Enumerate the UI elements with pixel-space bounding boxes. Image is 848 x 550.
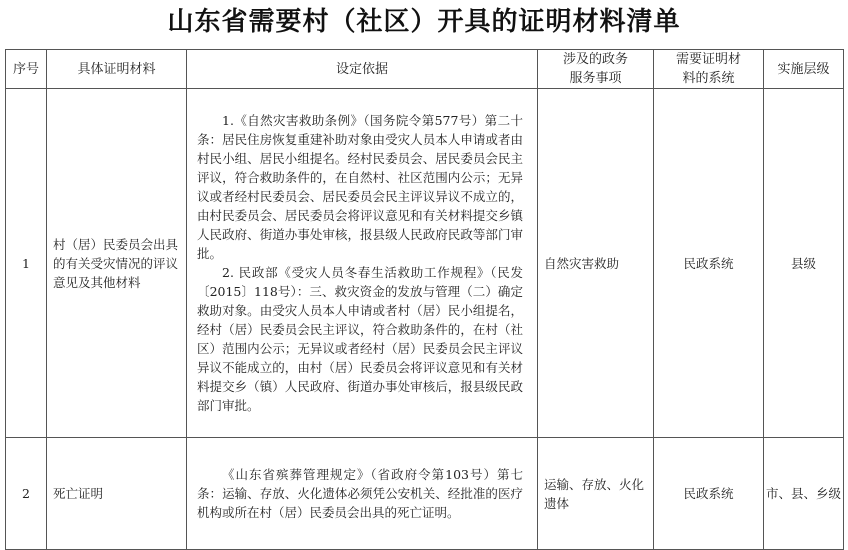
basis-paragraph: 1.《自然灾害救助条例》（国务院令第577号）第二十条：居民住房恢复重建补助对象由受灾人员本人申请或者由村民小组、居民小组提名。经村民委员会、居民委员会民主评议，符合救助条件的，在自然村、社区范围内公示；无异议或者经村民委员会、居民委员会民主评议异议不成立的，由村民委员会、居民委员会将评议意见和有关材料提交乡镇人民政府、街道办事处审核，报县级人民政府民政等部门审批。 [197, 113, 523, 261]
document-title: 山东省需要村（社区）开具的证明材料清单 [167, 7, 681, 37]
cell-system: 民政系统 [654, 438, 764, 550]
cell-index: 2 [6, 438, 47, 550]
header-level: 实施层级 [764, 50, 844, 89]
cell-service: 自然灾害救助 [538, 89, 654, 438]
basis-paragraph: 《山东省殡葬管理规定》（省政府令第103号）第七条：运输、存放、火化遗体必须凭公安机关、经批准的医疗机构或所在村（居）民委员会出具的死亡证明。 [197, 467, 523, 520]
header-index: 序号 [6, 50, 47, 89]
cell-service: 运输、存放、火化遗体 [538, 438, 654, 550]
certificate-list-table [5, 49, 844, 550]
header-basis: 设定依据 [187, 50, 538, 89]
basis-paragraph: 2. 民政部《受灾人员冬春生活救助工作规程》（民发〔2015〕118号）：三、救灾资金的发放与管理（二）确定救助对象。由受灾人员本人申请或者村（居）民小组提名，经村（居）民委员会民主评议，符合救助条件的，在村（社区）范围内公示；无异议或者经村（居）民委员会民主评议异议不能成立的，由村（居）民委员会将评议意见和有关材料提交乡（镇）人民政府、街道办事处审核后，报县级民政部门审批。 [197, 265, 523, 413]
header-system-text: 需要证明材料的系统 [675, 52, 741, 86]
cell-material: 村（居）民委员会出具的有关受灾情况的评议意见及其他材料 [47, 89, 187, 438]
table-header-row [6, 50, 844, 89]
header-system [654, 50, 764, 89]
cell-level: 县级 [764, 89, 844, 438]
header-material: 具体证明材料 [47, 50, 187, 89]
cell-basis [187, 89, 538, 438]
cell-level: 市、县、乡级 [764, 438, 844, 550]
cell-index: 1 [6, 89, 47, 438]
table-row [6, 438, 844, 550]
cell-material: 死亡证明 [47, 438, 187, 550]
header-service [538, 50, 654, 89]
table-row [6, 89, 844, 438]
cell-basis [187, 438, 538, 550]
header-service-text: 涉及的政务服务事项 [562, 52, 628, 86]
cell-system: 民政系统 [654, 89, 764, 438]
